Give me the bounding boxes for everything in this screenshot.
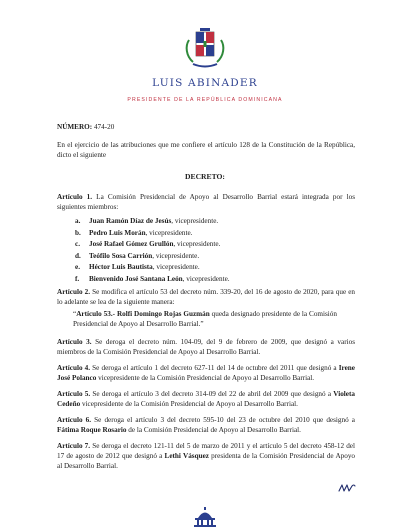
member-role: , vicepresidente.: [171, 217, 219, 225]
intro-paragraph: En el ejercicio de las atribuciones que me confiere el artículo 128 de la Constitución de la República, dicto el siguiente: [57, 141, 355, 159]
list-item: d. Teófilo Sosa Carrión, vicepresidente.: [75, 251, 200, 260]
coat-of-arms-icon: [183, 26, 227, 70]
article-1-text: La Comisión Presidencial de Apoyo al Desarrollo Barrial estará integrada por los siguientes miembros:: [57, 193, 355, 211]
member-name: Juan Ramón Díaz de Jesús: [89, 217, 172, 225]
member-name: Bienvenido José Santana León: [89, 274, 183, 283]
member-name: Pedro Luis Morán: [89, 228, 146, 237]
quote-name: Rolfi Domingo Rojas Guzmán: [115, 310, 210, 318]
quote-text: queda designado presidente de la Comisión Presidencial de Apoyo al Desarrollo Barrial.”: [73, 310, 337, 328]
article-6: Artículo 6. Se deroga el artículo 3 del decreto 595-10 del 23 de octubre del 2010 que designó a Fátima Roque Rosario de la Comisión Presidencial de Apoyo al Desarrollo Barrial.: [57, 416, 355, 434]
member-name: José Rafael Gómez Grullón: [89, 240, 174, 249]
article-2: [57, 287, 355, 307]
members-list: [75, 216, 355, 286]
member-role: , vicepresidente.: [152, 251, 200, 260]
article-4-name: Irene José Polanco: [57, 364, 355, 382]
decree-heading: DECRETO:: [185, 172, 225, 181]
article-7-name: Lethi Vásquez: [164, 452, 209, 460]
article-1-label: Artículo 1.: [57, 193, 93, 201]
member-role: , vicepresidente.: [145, 228, 193, 237]
article-2-quote: “Artículo 53.- Rolfi Domingo Rojas Guzmán queda designado presidente de la Comisión Presidencial de Apoyo al Desarrollo Barrial.”: [73, 310, 337, 328]
list-item: e. Héctor Luis Bautista, vicepresidente.: [75, 263, 200, 272]
member-name: Héctor Luis Bautista: [89, 263, 153, 272]
article-1: [57, 192, 355, 212]
article-3-text: Se deroga el decreto núm. 104-09, del 9 de febrero de 2009, que designó a varios miembros de la Comisión Presidencial de Apoyo al Desarrollo Barrial.: [57, 338, 355, 356]
list-item: b. Pedro Luis Morán, vicepresidente.: [75, 228, 193, 237]
article-6-label: Artículo 6.: [57, 416, 92, 424]
list-item: f. Bienvenido José Santana León, vicepresidente.: [75, 274, 230, 283]
article-7: Artículo 7. Se deroga el decreto 121-11 del 5 de marzo de 2011 y el artículo 5 del decreto 458-12 del 17 de agosto de 2012 que designó a Lethi Vásquez presidenta de la Comisión Presidencial de Apoyo al Desarrollo Barrial.: [57, 442, 356, 470]
office-title: PRESIDENTE DE LA REPÚBLICA DOMINICANA: [127, 97, 283, 103]
article-3-label: Artículo 3.: [57, 338, 92, 346]
article-6-name: Fátima Roque Rosario: [57, 426, 127, 434]
decree-number-label: NÚMERO:: [57, 123, 93, 131]
article-5: Artículo 5. Se deroga el artículo 3 del decreto 314-09 del 22 de abril del 2009 que designó a Violeta Cedeño vicepresidente de la Comisión Presidencial de Apoyo al Desarrollo Barrial.: [57, 390, 355, 408]
article-7-label: Artículo 7.: [57, 442, 91, 450]
list-item: c. José Rafael Gómez Grullón, vicepresidente.: [75, 240, 221, 249]
article-2-text: Se modifica el artículo 53 del decreto núm. 339-20, del 16 de agosto de 2020, para que en lo adelante se lea de la siguiente manera:: [57, 288, 355, 306]
article-3: [57, 337, 355, 357]
quote-label: Artículo 53.-: [76, 310, 116, 318]
article-2-label: Artículo 2.: [57, 288, 91, 296]
decree-number-value: 474-20: [93, 123, 115, 131]
president-name: LUIS ABINADER: [152, 77, 258, 89]
list-item: a. Juan Ramón Díaz de Jesús, vicepresidente.: [75, 217, 219, 225]
national-palace-icon: [193, 506, 217, 528]
member-role: , vicepresidente.: [173, 240, 221, 249]
decree-number: [57, 122, 355, 132]
article-4: Artículo 4. Se deroga el artículo 1 del decreto 627-11 del 14 de octubre del 2011 que designó a Irene José Polanco vicepresidente de la Comisión Presidencial de Apoyo al Desarrollo Barrial.: [57, 364, 355, 382]
member-role: , vicepresidente.: [152, 263, 200, 272]
article-4-label: Artículo 4.: [57, 364, 91, 372]
article-5-label: Artículo 5.: [57, 390, 91, 398]
article-5-name: Violeta Cedeño: [57, 390, 355, 408]
member-role: , vicepresidente.: [182, 274, 230, 283]
signature-mark: [338, 481, 356, 495]
member-name: Teófilo Sosa Carrión: [89, 251, 153, 260]
